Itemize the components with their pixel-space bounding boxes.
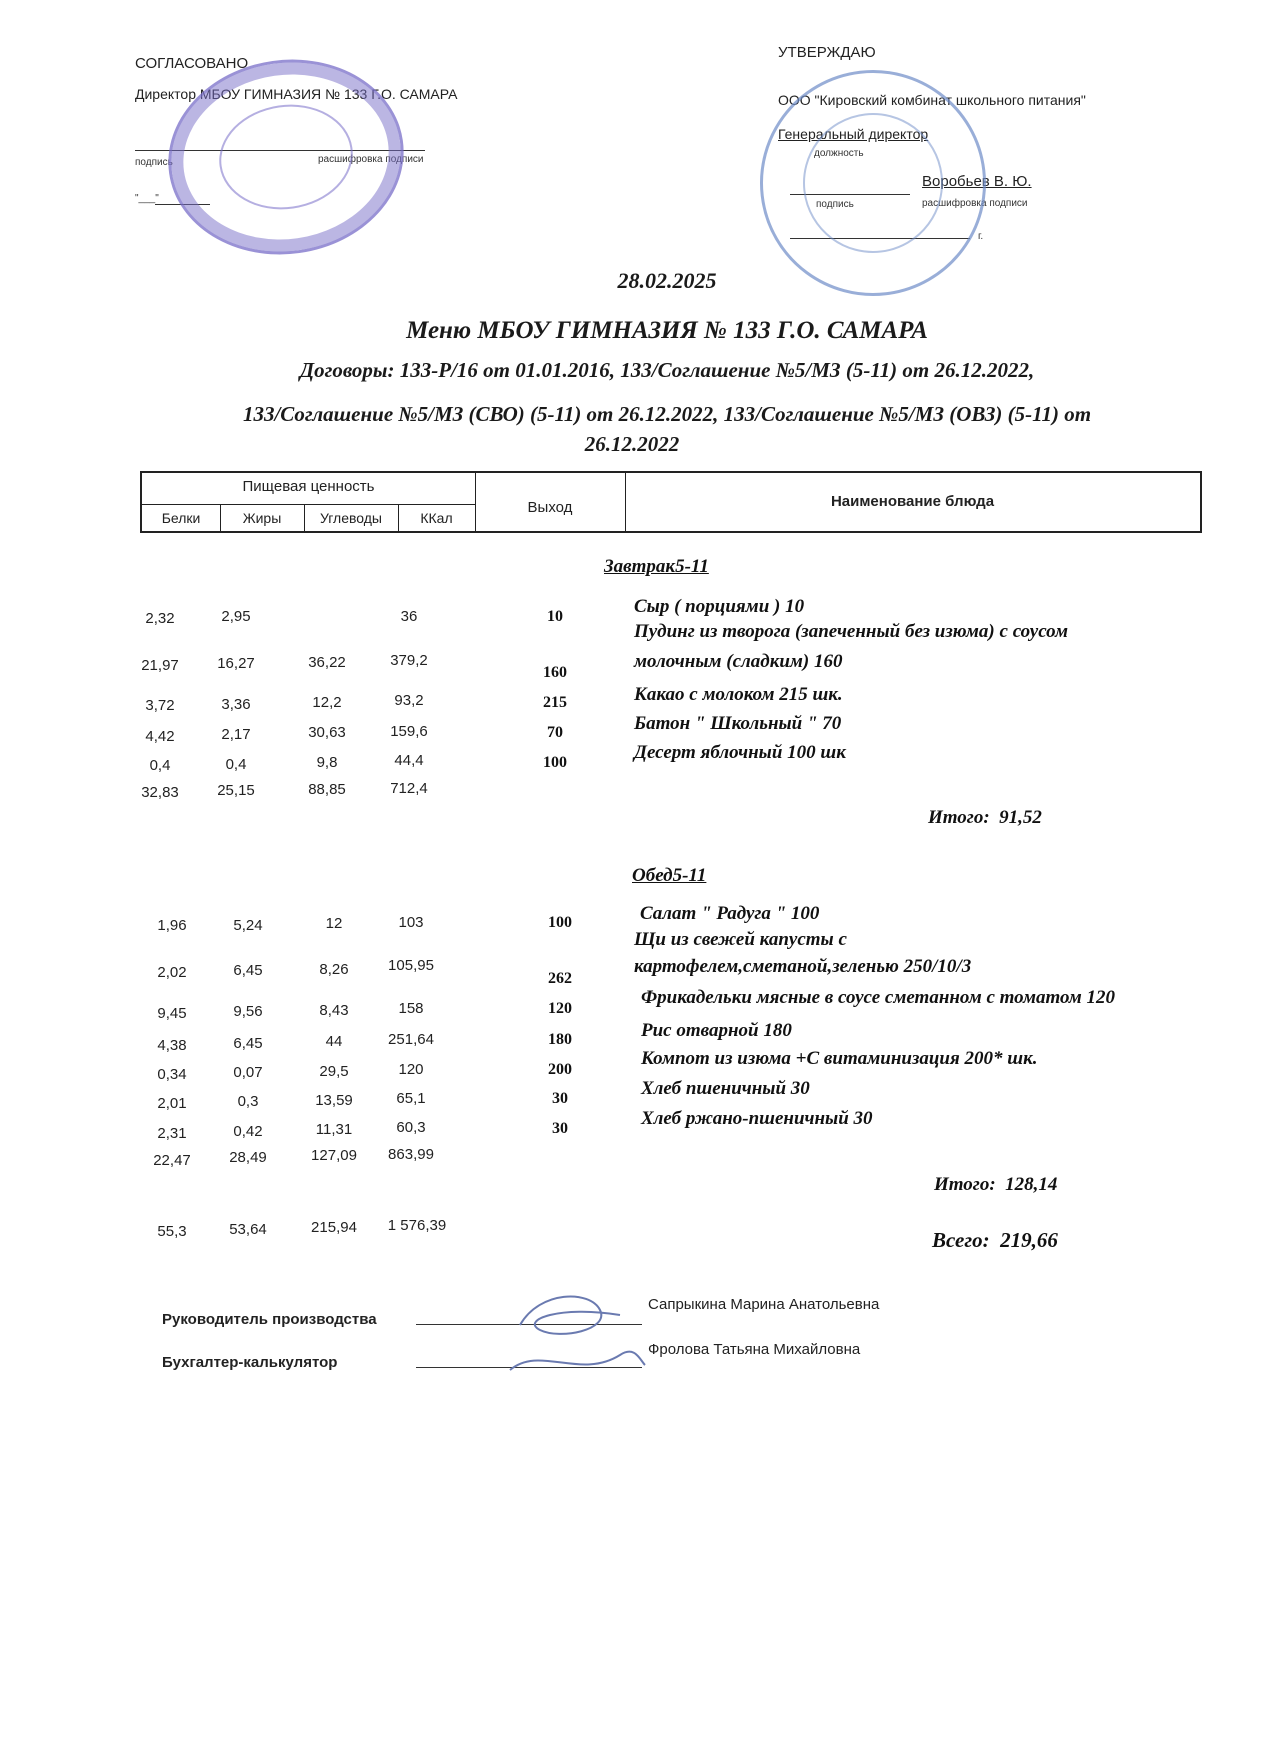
- row-output: 160: [543, 664, 567, 681]
- row-dish-name: Фрикадельки мясные в соусе сметанном с томатом 120: [641, 987, 1116, 1008]
- grand-proteins: 55,3: [157, 1223, 187, 1240]
- breakfast-total: [928, 807, 1042, 829]
- row-carbs: 8,26: [319, 961, 349, 978]
- row-kcal: 103: [398, 914, 424, 931]
- row-carbs: 44: [325, 1033, 343, 1050]
- breakfast-total-value: 91,52: [999, 807, 1042, 828]
- row-output: 30: [552, 1120, 568, 1137]
- header-output: Выход: [527, 499, 573, 516]
- breakfast-section-title: Завтрак5-11: [604, 556, 709, 577]
- row-carbs: 11,31: [315, 1121, 353, 1138]
- header-dish-name: Наименование блюда: [830, 493, 995, 510]
- sum-fats: 25,15: [217, 782, 255, 799]
- row-proteins: 0,4: [149, 757, 171, 774]
- row-fats: 6,45: [233, 1035, 263, 1052]
- header-proteins: Белки: [161, 510, 201, 526]
- menu-table-header: [140, 471, 1202, 533]
- row-fats: 16,27: [217, 655, 255, 672]
- header-fats: Жиры: [242, 510, 282, 526]
- row-output: 262: [548, 970, 572, 987]
- approval-right-position-label: должность: [814, 148, 864, 159]
- approval-right-year: г.: [978, 231, 984, 242]
- row-kcal: 60,3: [396, 1119, 426, 1136]
- row-kcal: 36: [400, 608, 418, 625]
- approval-left-date-blank: "___": [135, 193, 159, 204]
- row-fats: 0,42: [233, 1123, 263, 1140]
- row-dish-name: Компот из изюма +С витаминизация 200* шк.: [641, 1048, 1038, 1069]
- row-output: 200: [548, 1061, 572, 1078]
- row-fats: 0,4: [225, 756, 247, 773]
- contracts-line-1: Договоры: 133-Р/16 от 01.01.2016, 133/Соглашение №5/МЗ (5-11) от 26.12.2022,: [299, 358, 1035, 382]
- row-dish-name: Сыр ( порциями ) 10: [634, 596, 805, 617]
- row-fats: 2,17: [221, 726, 251, 743]
- row-proteins: 0,34: [157, 1066, 187, 1083]
- row-dish-name: Хлеб ржано-пшеничный 30: [641, 1108, 873, 1129]
- row-carbs: 12,2: [312, 694, 342, 711]
- sum-proteins: 32,83: [141, 784, 179, 801]
- lunch-total-label: Итого:: [934, 1174, 996, 1195]
- approval-left-decode-label: расшифровка подписи: [318, 154, 424, 165]
- row-kcal: 159,6: [390, 723, 428, 740]
- sum-carbs: 127,09: [311, 1147, 357, 1164]
- row-dish-name: Хлеб пшеничный 30: [641, 1078, 810, 1099]
- row-kcal: 158: [398, 1000, 424, 1017]
- approval-left-sign-label: подпись: [135, 157, 173, 168]
- row-proteins: 4,38: [157, 1037, 187, 1054]
- row-output: 70: [547, 724, 563, 741]
- approval-left-title: СОГЛАСОВАНО: [135, 55, 249, 72]
- row-dish-name: Какао с молоком 215 шк.: [634, 684, 843, 705]
- grand-carbs: 215,94: [311, 1219, 357, 1236]
- row-dish-name: Батон " Школьный " 70: [634, 713, 842, 734]
- row-proteins: 9,45: [157, 1005, 187, 1022]
- row-fats: 0,07: [233, 1064, 263, 1081]
- row-dish-name: Пудинг из творога (запеченный без изюма) с соусом: [634, 621, 1068, 642]
- row-kcal: 44,4: [394, 752, 424, 769]
- grand-total-label: Всего:: [932, 1228, 990, 1252]
- row-dish-name-cont: картофелем,сметаной,зеленью 250/10/3: [634, 956, 972, 977]
- approval-right-org: ООО "Кировский комбинат школьного питания": [778, 92, 1086, 108]
- row-output: 100: [548, 914, 572, 931]
- row-kcal: 65,1: [396, 1090, 426, 1107]
- sum-kcal: 712,4: [390, 780, 428, 797]
- row-output: 180: [548, 1031, 572, 1048]
- signature-role-accountant: Бухгалтер-калькулятор: [162, 1354, 338, 1371]
- school-seal-stamp: [156, 45, 417, 270]
- row-output: 10: [547, 608, 563, 625]
- approval-right-decode-label: расшифровка подписи: [922, 198, 1028, 209]
- row-dish-name: Щи из свежей капусты с: [634, 929, 847, 950]
- signature-name-production: Сапрыкина Марина Анатольевна: [648, 1296, 880, 1313]
- sum-proteins: 22,47: [153, 1152, 191, 1169]
- row-output: 120: [548, 1000, 572, 1017]
- header-kcal: ККал: [420, 510, 453, 526]
- signature-name-accountant: Фролова Татьяна Михайловна: [648, 1341, 861, 1358]
- approval-right-position: Генеральный директор: [778, 126, 929, 142]
- signature-role-production: Руководитель производства: [162, 1311, 377, 1328]
- sum-fats: 28,49: [229, 1149, 267, 1166]
- row-dish-name: Салат " Радуга " 100: [640, 903, 820, 924]
- approval-right-title: УТВЕРЖДАЮ: [778, 44, 876, 61]
- row-kcal: 120: [398, 1061, 424, 1078]
- grand-fats: 53,64: [229, 1221, 267, 1238]
- row-kcal: 105,95: [388, 957, 434, 974]
- row-dish-name-cont: молочным (сладким) 160: [634, 651, 843, 672]
- page-title: Меню МБОУ ГИМНАЗИЯ № 133 Г.О. САМАРА: [406, 317, 928, 344]
- contracts-line-3: 26.12.2022: [584, 432, 680, 456]
- row-proteins: 2,32: [145, 610, 175, 627]
- row-carbs: 30,63: [308, 724, 346, 741]
- row-fats: 5,24: [233, 917, 263, 934]
- row-dish-name: Рис отварной 180: [641, 1020, 792, 1041]
- row-proteins: 2,01: [157, 1095, 187, 1112]
- row-carbs: 13,59: [315, 1092, 353, 1109]
- row-fats: 2,95: [221, 608, 251, 625]
- sum-carbs: 88,85: [308, 781, 346, 798]
- row-output: 215: [543, 694, 567, 711]
- row-carbs: 36,22: [308, 654, 346, 671]
- row-carbs: 12: [325, 915, 343, 932]
- grand-kcal: 1 576,39: [387, 1217, 447, 1234]
- row-proteins: 21,97: [141, 657, 179, 674]
- sum-kcal: 863,99: [388, 1146, 434, 1163]
- contracts-line-2: 133/Соглашение №5/МЗ (СВО) (5-11) от 26.12.2022, 133/Соглашение №5/МЗ (ОВЗ) (5-11) от: [242, 402, 1092, 426]
- row-carbs: 29,5: [319, 1063, 349, 1080]
- row-proteins: 2,02: [157, 964, 187, 981]
- row-proteins: 3,72: [145, 697, 175, 714]
- row-fats: 6,45: [233, 962, 263, 979]
- lunch-total-value: 128,14: [1005, 1174, 1058, 1195]
- row-dish-name: Десерт яблочный 100 шк: [634, 742, 846, 763]
- row-fats: 3,36: [221, 696, 251, 713]
- grand-total: [932, 1228, 1058, 1253]
- row-fats: 9,56: [233, 1003, 263, 1020]
- handwritten-signature-icon: [500, 1285, 650, 1385]
- menu-date: 28.02.2025: [617, 268, 717, 293]
- approval-left-director: Директор МБОУ ГИМНАЗИЯ № 133 Г.О. САМАРА: [135, 86, 458, 102]
- row-carbs: 8,43: [319, 1002, 349, 1019]
- row-proteins: 4,42: [145, 728, 175, 745]
- row-proteins: 2,31: [157, 1125, 187, 1142]
- row-fats: 0,3: [237, 1093, 259, 1110]
- header-nutrition: Пищевая ценность: [242, 478, 375, 495]
- header-carbs: Углеводы: [319, 510, 382, 526]
- row-kcal: 93,2: [394, 692, 424, 709]
- row-proteins: 1,96: [157, 917, 187, 934]
- row-kcal: 251,64: [388, 1031, 434, 1048]
- approval-right-sign-label: подпись: [816, 199, 854, 210]
- lunch-total: [934, 1174, 1057, 1196]
- row-output: 30: [552, 1090, 568, 1107]
- row-output: 100: [543, 754, 567, 771]
- approval-right-name: Воробьев В. Ю.: [922, 173, 1032, 190]
- row-kcal: 379,2: [390, 652, 428, 669]
- grand-total-value: 219,66: [1000, 1228, 1058, 1252]
- row-carbs: 9,8: [316, 754, 338, 771]
- lunch-section-title: Обед5-11: [632, 865, 707, 886]
- breakfast-total-label: Итого:: [928, 807, 990, 828]
